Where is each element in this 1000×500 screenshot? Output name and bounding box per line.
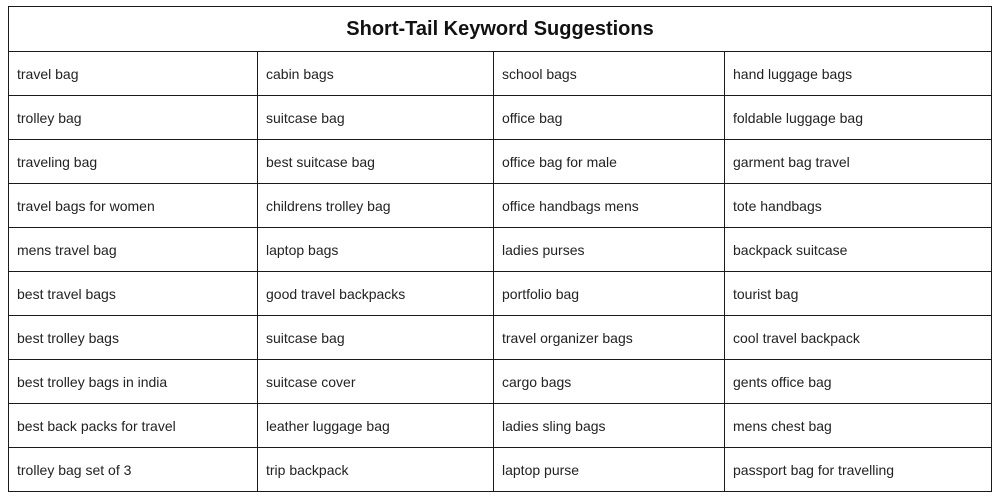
keyword-cell: best suitcase bag — [258, 140, 494, 184]
keyword-cell: school bags — [494, 52, 725, 96]
keyword-cell: good travel backpacks — [258, 272, 494, 316]
keyword-cell: best trolley bags in india — [9, 360, 258, 404]
keyword-cell: childrens trolley bag — [258, 184, 494, 228]
keyword-cell: cool travel backpack — [725, 316, 992, 360]
table-row — [9, 316, 992, 360]
table-row — [9, 360, 992, 404]
table-row — [9, 52, 992, 96]
keyword-cell: best travel bags — [9, 272, 258, 316]
table-header-row — [9, 7, 992, 52]
table-row — [9, 448, 992, 492]
keyword-cell: backpack suitcase — [725, 228, 992, 272]
keyword-cell: cabin bags — [258, 52, 494, 96]
keyword-cell: passport bag for travelling — [725, 448, 992, 492]
keyword-cell: tourist bag — [725, 272, 992, 316]
table-row — [9, 228, 992, 272]
keyword-cell: leather luggage bag — [258, 404, 494, 448]
keyword-cell: hand luggage bags — [725, 52, 992, 96]
keyword-cell: laptop purse — [494, 448, 725, 492]
keyword-cell: ladies purses — [494, 228, 725, 272]
keyword-cell: travel bags for women — [9, 184, 258, 228]
keyword-cell: best trolley bags — [9, 316, 258, 360]
table-title: Short-Tail Keyword Suggestions — [9, 7, 992, 52]
keyword-cell: trolley bag — [9, 96, 258, 140]
keyword-cell: suitcase bag — [258, 316, 494, 360]
keyword-cell: trolley bag set of 3 — [9, 448, 258, 492]
keyword-cell: laptop bags — [258, 228, 494, 272]
table-row — [9, 404, 992, 448]
keyword-cell: suitcase cover — [258, 360, 494, 404]
table-row — [9, 272, 992, 316]
keyword-cell: best back packs for travel — [9, 404, 258, 448]
keyword-cell: travel organizer bags — [494, 316, 725, 360]
keyword-cell: office bag — [494, 96, 725, 140]
keyword-cell: mens chest bag — [725, 404, 992, 448]
table-row — [9, 184, 992, 228]
keyword-cell: foldable luggage bag — [725, 96, 992, 140]
table-row — [9, 140, 992, 184]
table-body — [9, 52, 992, 492]
keyword-cell: tote handbags — [725, 184, 992, 228]
keyword-cell: mens travel bag — [9, 228, 258, 272]
keyword-cell: gents office bag — [725, 360, 992, 404]
keyword-cell: trip backpack — [258, 448, 494, 492]
keyword-cell: office bag for male — [494, 140, 725, 184]
keyword-cell: suitcase bag — [258, 96, 494, 140]
keyword-cell: ladies sling bags — [494, 404, 725, 448]
keyword-cell: garment bag travel — [725, 140, 992, 184]
keyword-cell: traveling bag — [9, 140, 258, 184]
keyword-cell: portfolio bag — [494, 272, 725, 316]
keyword-table — [8, 6, 992, 492]
keyword-cell: cargo bags — [494, 360, 725, 404]
table-row — [9, 96, 992, 140]
keyword-cell: travel bag — [9, 52, 258, 96]
keyword-cell: office handbags mens — [494, 184, 725, 228]
